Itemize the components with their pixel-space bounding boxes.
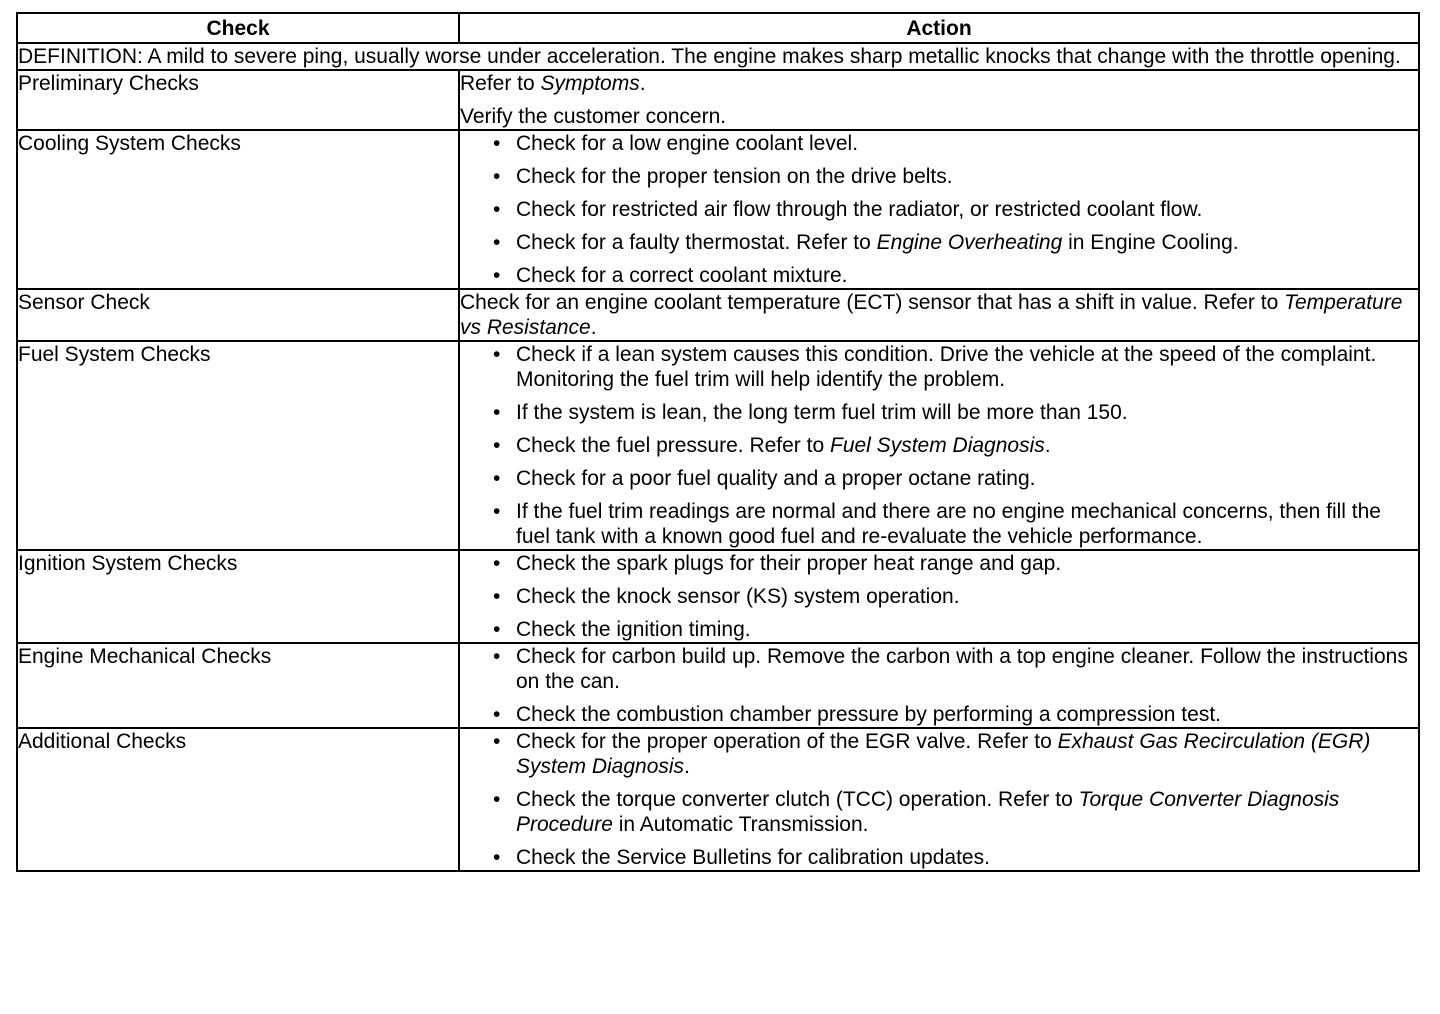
header-action: Action: [459, 13, 1419, 43]
text-segment: in Engine Cooling.: [1062, 231, 1239, 254]
table-row: [17, 341, 1419, 550]
text-segment: Refer to: [460, 72, 541, 95]
text-segment: Check the ignition timing.: [516, 618, 751, 641]
diagnostic-table: [16, 12, 1420, 872]
list-item: [490, 617, 1418, 642]
bullet-icon: •: [493, 618, 501, 641]
list-item: [490, 164, 1418, 189]
list-item: [490, 230, 1418, 255]
text-segment: .: [1044, 434, 1051, 457]
text-segment: Check the torque converter clutch (TCC) operation. Refer to: [516, 788, 1079, 811]
reference-link-text: Symptoms: [540, 72, 640, 95]
action-cell: [459, 70, 1419, 130]
text-segment: .: [639, 72, 646, 95]
text-segment: Check for a correct coolant mixture.: [516, 264, 848, 287]
text-segment: .: [590, 316, 597, 339]
bullet-icon: •: [493, 165, 501, 188]
bullet-icon: •: [493, 788, 501, 811]
table-row: [17, 728, 1419, 871]
check-category: Fuel System Checks: [17, 341, 459, 550]
list-item: [490, 729, 1418, 779]
list-item: [490, 197, 1418, 222]
text-segment: If the system is lean, the long term fuel trim will be more than 150.: [516, 401, 1128, 424]
list-item: [490, 466, 1418, 491]
table-row: [17, 289, 1419, 341]
list-item: [490, 499, 1418, 549]
bullet-icon: •: [493, 703, 501, 726]
header-row: [17, 13, 1419, 43]
text-segment: .: [684, 755, 690, 778]
text-segment: Check for a faulty thermostat. Refer to: [516, 231, 877, 254]
action-cell: [459, 728, 1419, 871]
reference-link-text: Torque Converter Diagnosis Procedure: [516, 788, 1340, 836]
action-cell: [459, 341, 1419, 550]
list-item: [490, 342, 1418, 392]
bullet-icon: •: [493, 846, 501, 869]
check-category: Sensor Check: [17, 289, 459, 341]
bullet-icon: •: [493, 264, 501, 287]
text-segment: Check for an engine coolant temperature (ECT) sensor that has a shift in value. Refer to: [460, 291, 1285, 314]
list-item: [490, 584, 1418, 609]
text-segment: Check the spark plugs for their proper heat range and gap.: [516, 552, 1062, 575]
text-segment: Check the fuel pressure. Refer to: [516, 434, 830, 457]
list-item: [490, 131, 1418, 156]
text-segment: If the fuel trim readings are normal and there are no engine mechanical concerns, then fill the fuel tank with a known good fuel and re-evaluate the vehicle performance.: [516, 500, 1381, 548]
bullet-icon: •: [493, 343, 501, 366]
text-segment: Check the combustion chamber pressure by performing a compression test.: [516, 703, 1221, 726]
bullet-icon: •: [493, 645, 501, 668]
action-bullet-list: [490, 644, 1418, 727]
text-segment: Check for the proper tension on the drive belts.: [516, 165, 953, 188]
list-item: [490, 644, 1418, 694]
definition-text: DEFINITION: A mild to severe ping, usually worse under acceleration. The engine makes sharp metallic knocks that change with the throttle opening.: [17, 43, 1419, 70]
bullet-icon: •: [493, 730, 501, 753]
text-segment: Check for a low engine coolant level.: [516, 132, 859, 155]
bullet-icon: •: [493, 198, 501, 221]
definition-row: [17, 43, 1419, 70]
check-category: Preliminary Checks: [17, 70, 459, 130]
text-segment: Check for a poor fuel quality and a proper octane rating.: [516, 467, 1036, 490]
table-row: [17, 643, 1419, 728]
table-row: [17, 130, 1419, 289]
check-category: Ignition System Checks: [17, 550, 459, 643]
list-item: [490, 845, 1418, 870]
action-cell: [459, 289, 1419, 341]
bullet-icon: •: [493, 401, 501, 424]
bullet-icon: •: [493, 434, 501, 457]
reference-link-text: Fuel System Diagnosis: [830, 434, 1045, 457]
bullet-icon: •: [493, 552, 501, 575]
bullet-icon: •: [493, 500, 501, 523]
list-item: [490, 400, 1418, 425]
list-item: [490, 551, 1418, 576]
reference-link-text: Exhaust Gas Recirculation (EGR) System Diagnosis: [516, 730, 1371, 778]
action-cell: [459, 550, 1419, 643]
bullet-icon: •: [493, 132, 501, 155]
text-segment: Verify the customer concern.: [460, 105, 727, 128]
text-segment: in Automatic Transmission.: [612, 813, 869, 836]
text-segment: Check for the proper operation of the EGR valve. Refer to: [516, 730, 1058, 753]
list-item: [490, 433, 1418, 458]
list-item: [490, 263, 1418, 288]
check-category: Cooling System Checks: [17, 130, 459, 289]
action-paragraph: [460, 104, 1418, 129]
table-row: [17, 550, 1419, 643]
check-category: Additional Checks: [17, 728, 459, 871]
action-paragraph: [460, 71, 1418, 96]
action-paragraph: [460, 290, 1418, 340]
action-cell: [459, 643, 1419, 728]
text-segment: Check the knock sensor (KS) system operation.: [516, 585, 960, 608]
check-category: Engine Mechanical Checks: [17, 643, 459, 728]
action-bullet-list: [490, 131, 1418, 288]
reference-link-text: Engine Overheating: [876, 231, 1063, 254]
action-cell: [459, 130, 1419, 289]
bullet-icon: •: [493, 467, 501, 490]
list-item: [490, 702, 1418, 727]
reference-link-text: Temperature vs Resistance: [460, 291, 1403, 339]
action-bullet-list: [490, 551, 1418, 642]
text-segment: Check for restricted air flow through the radiator, or restricted coolant flow.: [516, 198, 1203, 221]
bullet-icon: •: [493, 231, 501, 254]
action-bullet-list: [490, 729, 1418, 870]
table-row: [17, 70, 1419, 130]
text-segment: Check for carbon build up. Remove the carbon with a top engine cleaner. Follow the instructions on the can.: [516, 645, 1408, 693]
header-check: Check: [17, 13, 459, 43]
text-segment: Check if a lean system causes this condition. Drive the vehicle at the speed of the complaint. Monitoring the fuel trim will help identify the problem.: [516, 343, 1377, 391]
action-bullet-list: [490, 342, 1418, 549]
text-segment: Check the Service Bulletins for calibration updates.: [516, 846, 990, 869]
bullet-icon: •: [493, 585, 501, 608]
list-item: [490, 787, 1418, 837]
